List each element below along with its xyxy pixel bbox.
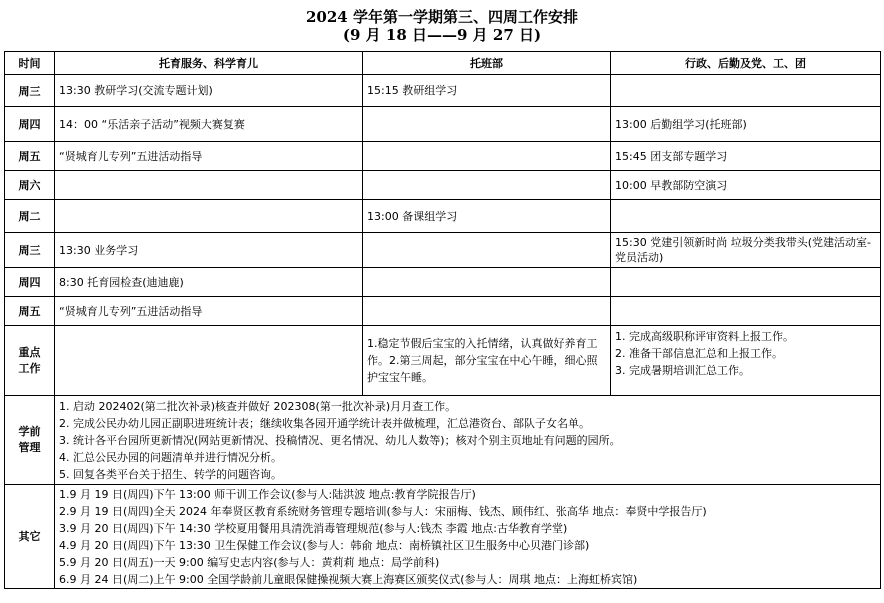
list-item: 2.9 月 19 日(周四)全天 2024 年奉贤区教育系统财务管理专题培训(参与人：宋丽梅、钱杰、顾伟红、张高华 地点：奉贤中学报告厅): [59, 504, 707, 518]
childcare-cell: “贤城育儿专列”五进活动指导: [55, 142, 363, 171]
preschool-content: [55, 396, 881, 485]
header-nursery: 托班部: [363, 52, 611, 75]
list-item: 6.9 月 24 日(周二)上午 9:00 全国学龄前儿童眼保健操视频大赛上海赛区颁奖仪式(参与人：周琪 地点：上海虹桥宾馆): [59, 572, 638, 586]
admin-cell: [611, 297, 881, 326]
page-subtitle-dates: (9 月 18 日——9 月 27 日): [342, 26, 542, 44]
other-label: 其它: [5, 485, 55, 589]
day-cell: 周三: [5, 75, 55, 107]
list-item: 1. 完成高级职称评审资料上报工作。: [615, 330, 794, 343]
admin-cell: 10:00 早教部防空演习: [611, 171, 881, 200]
table-row: [5, 233, 881, 268]
table-row: [5, 297, 881, 326]
admin-cell: [611, 75, 881, 107]
table-row: [5, 268, 881, 297]
nursery-cell: [363, 233, 611, 268]
admin-cell: [611, 200, 881, 233]
key-work-childcare: [55, 326, 363, 396]
preschool-label-line: 管理: [18, 441, 41, 454]
day-cell: 周六: [5, 171, 55, 200]
table-row: [5, 171, 881, 200]
list-item: 1.9 月 19 日(周四)下午 13:00 师干训工作会议(参与人:陆洪波 地点:教育学院报告厅): [59, 487, 476, 501]
header-time: 时间: [5, 52, 55, 75]
table-row: [5, 107, 881, 142]
admin-cell: 15:30 党建引领新时尚 垃圾分类我带头(党建活动室-党员活动): [611, 233, 881, 268]
nursery-cell: [363, 268, 611, 297]
key-work-label: [5, 326, 55, 396]
day-cell: 周二: [5, 200, 55, 233]
childcare-cell: [55, 200, 363, 233]
admin-cell: 15:45 团支部专题学习: [611, 142, 881, 171]
list-item: 3.9 月 20 日(周四)下午 14:30 学校夏用餐用具清洗消毒管理规范(参与人:钱杰 李霞 地点:古华教育学堂): [59, 521, 568, 535]
key-work-nursery: 1.稳定节假后宝宝的入托情绪，认真做好养育工作。2.第三周起，部分宝宝在中心午睡，细心照护宝宝午睡。: [363, 326, 611, 396]
list-item: 3. 完成暑期培训汇总工作。: [615, 364, 750, 377]
list-item: 5. 回复各类平台关于招生、转学的问题咨询。: [59, 467, 282, 481]
table-row: [5, 75, 881, 107]
table-row: [5, 200, 881, 233]
nursery-cell: [363, 107, 611, 142]
childcare-cell: 14：00 “乐活亲子活动”视频大赛复赛: [55, 107, 363, 142]
preschool-row: [5, 396, 881, 485]
day-cell: 周四: [5, 268, 55, 297]
header-admin: 行政、后勤及党、工、团: [611, 52, 881, 75]
nursery-cell: [363, 297, 611, 326]
list-item: 5.9 月 20 日(周五)一天 9:00 编写史志内容(参与人：黄莉莉 地点：局学前科): [59, 555, 440, 569]
key-work-admin: [611, 326, 881, 396]
childcare-cell: [55, 171, 363, 200]
preschool-label: [5, 396, 55, 485]
list-item: 1. 启动 202402(第二批次补录)核查并做好 202308(第一批次补录)月月查工作。: [59, 399, 457, 413]
other-row: [5, 485, 881, 589]
nursery-cell: 15:15 教研组学习: [363, 75, 611, 107]
day-cell: 周五: [5, 142, 55, 171]
key-work-label-line: 工作: [18, 361, 41, 375]
preschool-label-line: 学前: [18, 425, 41, 438]
list-item: 4.9 月 20 日(周四)下午 13:30 卫生保健工作会议(参与人：韩俞 地点：南桥镇社区卫生服务中心贝港门诊部): [59, 538, 590, 552]
list-item: 3. 统计各平台园所更新情况(网站更新情况、投稿情况、更名情况、幼儿人数等)；核对个别主页地址有问题的园所。: [59, 433, 621, 447]
schedule-table: [4, 51, 881, 589]
page-title: 2024 学年第一学期第三、四周工作安排: [306, 8, 578, 26]
day-cell: 周四: [5, 107, 55, 142]
childcare-cell: “贤城育儿专列”五进活动指导: [55, 297, 363, 326]
childcare-cell: 8:30 托育园检查(迪迪鹿): [55, 268, 363, 297]
childcare-cell: 13:30 业务学习: [55, 233, 363, 268]
nursery-cell: [363, 171, 611, 200]
other-content: [55, 485, 881, 589]
table-header-row: [5, 52, 881, 75]
nursery-cell: [363, 142, 611, 171]
day-cell: 周五: [5, 297, 55, 326]
key-work-row: [5, 326, 881, 396]
admin-cell: 13:00 后勤组学习(托班部): [611, 107, 881, 142]
nursery-cell: 13:00 备课组学习: [363, 200, 611, 233]
table-row: [5, 142, 881, 171]
childcare-cell: 13:30 教研学习(交流专题计划): [55, 75, 363, 107]
admin-cell: [611, 268, 881, 297]
day-cell: 周三: [5, 233, 55, 268]
header-childcare: 托育服务、科学育儿: [55, 52, 363, 75]
list-item: 4. 汇总公民办园的问题清单并进行情况分析。: [59, 450, 282, 464]
list-item: 2. 准备干部信息汇总和上报工作。: [615, 347, 783, 360]
list-item: 2. 完成公民办幼儿园正副职进班统计表；继续收集各园开通学统计表并做梳理，汇总港资台、部队子女名单。: [59, 416, 590, 430]
key-work-label-line: 重点: [18, 345, 41, 359]
